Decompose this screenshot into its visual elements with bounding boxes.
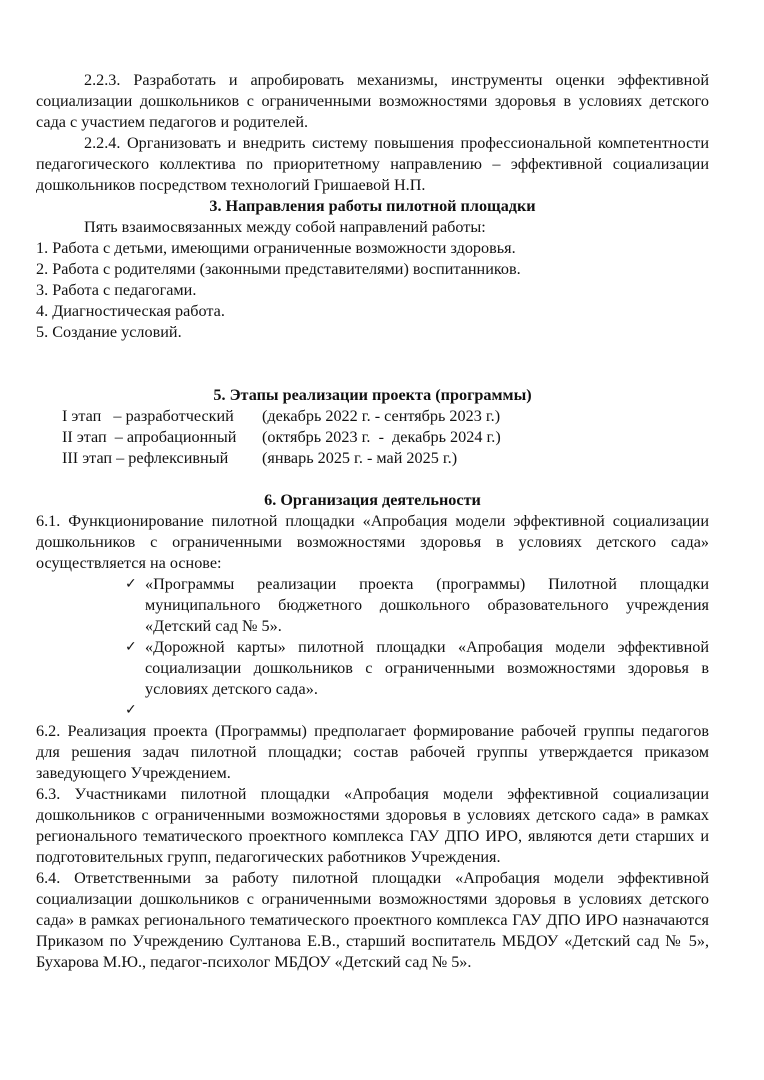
section-3-lead: Пять взаимосвязанных между собой направлений работы: [84,218,486,236]
stages-list [36,406,709,469]
paragraph-6-4: 6.4. Ответственными за работу пилотной площадки «Апробация модели эффективной социализации дошкольников с ограниченными возможностями здоровья в условиях детского сада» в рамках регионального тематического проектного комплекса ГАУ ДПО ИРО назначаются Приказом по Учреждению Султанова Е.В., старший воспитатель МБДОУ «Детский сад № 5», Бухарова М.Ю., педагог-психолог МБДОУ «Детский сад № 5». [36,869,709,971]
checklist-text: «Программы реализации проекта (программы) Пилотной площадки муниципального бюджетного дошкольного образовательного учреждения «Детский сад № 5». [145,575,709,635]
list-item: 3. Работа с педагогами. [36,281,197,299]
section-3-heading: 3. Направления работы пилотной площадки [209,197,536,215]
checkmark-icon: ✓ [125,576,137,592]
stage-name: I этап – разработческий [62,407,234,425]
stage-row [62,406,709,427]
stage-row [62,448,709,469]
section-5-heading: 5. Этапы реализации проекта (программы) [213,386,532,404]
stage-name: III этап – рефлексивный [62,449,229,467]
list-item: 5. Создание условий. [36,323,182,341]
paragraph-6-1: 6.1. Функционирование пилотной площадки «Апробация модели эффективной социализации дошкольников с ограниченными возможностями здоровья в условиях детского сада» осуществляется на основе: [36,512,709,572]
list-item [125,574,709,637]
list-item: 4. Диагностическая работа. [36,302,225,320]
stage-row [62,427,709,448]
directions-list [36,238,709,343]
list-item: 1. Работа с детьми, имеющими ограниченные возможности здоровья. [36,239,516,257]
checkmark-icon: ✓ [125,639,137,655]
list-item [125,700,709,721]
list-item: 2. Работа с родителями (законными представителями) воспитанников. [36,260,521,278]
stage-period: (декабрь 2022 г. - сентябрь 2023 г.) [262,407,501,425]
section-6-heading: 6. Организация деятельности [264,491,481,509]
paragraph-6-3: 6.3. Участниками пилотной площадки «Апробация модели эффективной социализации дошкольников с ограниченными возможностями здоровья в условиях детского сада» в рамках регионального тематического проектного комплекса ГАУ ДПО ИРО, являются дети старших и подготовительных групп, педагогических работников Учреждения. [36,785,709,866]
stage-period: (октябрь 2023 г. - декабрь 2024 г.) [262,428,501,446]
checkmark-icon: ✓ [125,702,137,718]
stage-name: II этап – апробационный [62,428,237,446]
checklist-text: «Дорожной карты» пилотной площадки «Апробация модели эффективной социализации дошкольников с ограниченными возможностями здоровья в условиях детского сада». [145,638,709,698]
stage-period: (январь 2025 г. - май 2025 г.) [262,449,458,467]
list-item [125,637,709,700]
checklist-text [145,701,149,719]
basis-checklist [36,574,709,721]
paragraph-2-2-3: 2.2.3. Разработать и апробировать механизмы, инструменты оценки эффективной социализации дошкольников с ограниченными возможностями здоровья в условиях детского сада с участием педагогов и родителей. [36,71,709,131]
paragraph-2-2-4: 2.2.4. Организовать и внедрить систему повышения профессиональной компетентности педагогического коллектива по приоритетному направлению – эффективной социализации дошкольников посредством технологий Гришаевой Н.П. [36,134,709,194]
paragraph-6-2: 6.2. Реализация проекта (Программы) предполагает формирование рабочей группы педагогов для решения задач пилотной площадки; состав рабочей группы утверждается приказом заведующего Учреждением. [36,722,709,782]
